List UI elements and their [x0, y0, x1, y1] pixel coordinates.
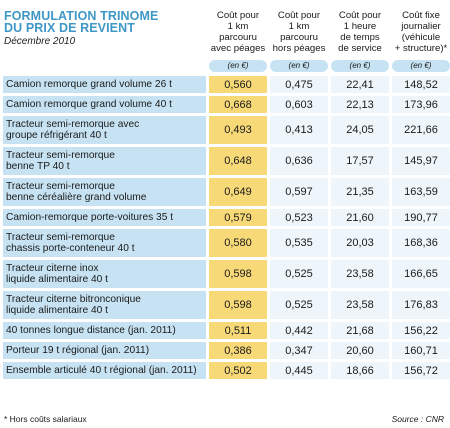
unit-badge: (en €) — [392, 60, 450, 72]
column-header-4 — [392, 10, 450, 54]
row-label — [3, 362, 206, 379]
title-line-1: FORMULATION TRINOME — [4, 9, 159, 23]
row-label — [3, 229, 206, 257]
value-cell: 24,05 — [331, 116, 389, 144]
column-header-line: Coût pour — [216, 10, 260, 21]
value-cell: 156,22 — [392, 322, 450, 339]
table-row — [3, 209, 448, 226]
value-cell: 0,603 — [270, 96, 328, 113]
row-label-line: benne céréalière grand volume — [6, 192, 147, 203]
row-label — [3, 147, 206, 175]
value-cell: 0,648 — [209, 147, 267, 175]
value-cell: 0,502 — [209, 362, 267, 379]
value-cell: 173,96 — [392, 96, 450, 113]
value-cell: 0,598 — [209, 260, 267, 288]
value-cell: 0,525 — [270, 260, 328, 288]
value-cell: 156,72 — [392, 362, 450, 379]
value-cell: 166,65 — [392, 260, 450, 288]
row-label-line: Ensemble articulé 40 t régional (jan. 2011) — [6, 364, 197, 376]
column-header-line: Coût pour — [277, 10, 321, 21]
value-cell: 20,03 — [331, 229, 389, 257]
column-header-line: de temps — [340, 32, 380, 43]
unit-badge: (en €) — [209, 60, 267, 72]
row-label — [3, 209, 206, 226]
title-line-2: DU PRIX DE REVIENT — [4, 21, 135, 35]
column-header-2 — [270, 10, 328, 54]
table-row — [3, 76, 448, 93]
table-row — [3, 147, 448, 175]
unit-badge: (en €) — [331, 60, 389, 72]
value-cell: 0,386 — [209, 342, 267, 359]
value-cell: 168,36 — [392, 229, 450, 257]
value-cell: 0,475 — [270, 76, 328, 93]
table-row — [3, 362, 448, 379]
value-cell: 0,525 — [270, 291, 328, 319]
row-label-line: Tracteur semi-remorque — [6, 149, 115, 161]
row-label — [3, 322, 206, 339]
column-header-1 — [209, 10, 267, 54]
value-cell: 190,77 — [392, 209, 450, 226]
table-row — [3, 291, 448, 319]
row-label-line: Porteur 19 t régional (jan. 2011) — [6, 344, 150, 356]
value-cell: 0,668 — [209, 96, 267, 113]
row-label-line: groupe réfrigérant 40 t — [6, 130, 107, 141]
column-header-line: 1 heure — [343, 21, 377, 32]
column-header-line: + structure)* — [394, 43, 448, 54]
value-cell: 0,347 — [270, 342, 328, 359]
row-label-line: Tracteur semi-remorque — [6, 180, 115, 192]
value-cell: 0,493 — [209, 116, 267, 144]
column-header-3 — [331, 10, 389, 54]
value-cell: 0,413 — [270, 116, 328, 144]
value-cell: 0,579 — [209, 209, 267, 226]
row-label-line: Tracteur semi-remorque — [6, 231, 115, 243]
value-cell: 0,597 — [270, 178, 328, 206]
value-cell: 21,68 — [331, 322, 389, 339]
table-row — [3, 178, 448, 206]
table-row — [3, 260, 448, 288]
value-cell: 0,535 — [270, 229, 328, 257]
row-label-line: Tracteur citerne bitronconique — [6, 293, 141, 305]
row-label-line: Camion remorque grand volume 26 t — [6, 78, 172, 90]
value-cell: 160,71 — [392, 342, 450, 359]
value-cell: 22,13 — [331, 96, 389, 113]
table-row — [3, 96, 448, 113]
row-label — [3, 260, 206, 288]
row-label-line: Camion remorque grand volume 40 t — [6, 98, 172, 110]
column-header-line: Coût pour — [338, 10, 382, 21]
value-cell: 21,60 — [331, 209, 389, 226]
column-header-line: parcouru — [280, 32, 318, 43]
value-cell: 0,560 — [209, 76, 267, 93]
value-cell: 0,580 — [209, 229, 267, 257]
value-cell: 176,83 — [392, 291, 450, 319]
row-label — [3, 342, 206, 359]
column-header-line: hors péages — [272, 43, 326, 54]
column-header-line: journalier — [401, 21, 441, 32]
row-label-line: benne TP 40 t — [6, 161, 70, 172]
table-row — [3, 229, 448, 257]
value-cell: 20,60 — [331, 342, 389, 359]
value-cell: 0,445 — [270, 362, 328, 379]
row-label-line: 40 tonnes longue distance (jan. 2011) — [6, 324, 176, 336]
value-cell: 17,57 — [331, 147, 389, 175]
row-label-line: chassis porte-conteneur 40 t — [6, 243, 135, 254]
value-cell: 0,636 — [270, 147, 328, 175]
table-title — [4, 10, 158, 34]
value-cell: 221,66 — [392, 116, 450, 144]
column-header-line: parcouru — [219, 32, 257, 43]
column-header-line: Coût fixe — [402, 10, 440, 21]
row-label-line: Tracteur semi-remorque avec — [6, 118, 140, 130]
value-cell: 23,58 — [331, 260, 389, 288]
source-note: Source : CNR — [391, 414, 444, 424]
row-label-line: liquide alimentaire 40 t — [6, 274, 108, 285]
table-row — [3, 322, 448, 339]
footnote: * Hors coûts salariaux — [4, 414, 87, 424]
table-row — [3, 342, 448, 359]
table-row — [3, 116, 448, 144]
unit-badge: (en €) — [270, 60, 328, 72]
row-label — [3, 96, 206, 113]
row-label-line: Tracteur citerne inox — [6, 262, 99, 274]
value-cell: 145,97 — [392, 147, 450, 175]
row-label — [3, 178, 206, 206]
value-cell: 18,66 — [331, 362, 389, 379]
column-header-line: 1 km — [288, 21, 310, 32]
column-header-line: avec péages — [210, 43, 266, 54]
value-cell: 0,442 — [270, 322, 328, 339]
value-cell: 21,35 — [331, 178, 389, 206]
value-cell: 163,59 — [392, 178, 450, 206]
row-label-line: Camion-remorque porte-voitures 35 t — [6, 211, 174, 223]
row-label — [3, 76, 206, 93]
value-cell: 148,52 — [392, 76, 450, 93]
value-cell: 0,598 — [209, 291, 267, 319]
row-label-line: liquide alimentaire 40 t — [6, 305, 108, 316]
value-cell: 22,41 — [331, 76, 389, 93]
row-label — [3, 291, 206, 319]
value-cell: 23,58 — [331, 291, 389, 319]
column-header-line: 1 km — [227, 21, 249, 32]
column-header-line: de service — [338, 43, 382, 54]
value-cell: 0,649 — [209, 178, 267, 206]
value-cell: 0,511 — [209, 322, 267, 339]
value-cell: 0,523 — [270, 209, 328, 226]
column-header-line: (véhicule — [401, 32, 441, 43]
row-label — [3, 116, 206, 144]
table-subtitle: Décembre 2010 — [4, 36, 76, 47]
